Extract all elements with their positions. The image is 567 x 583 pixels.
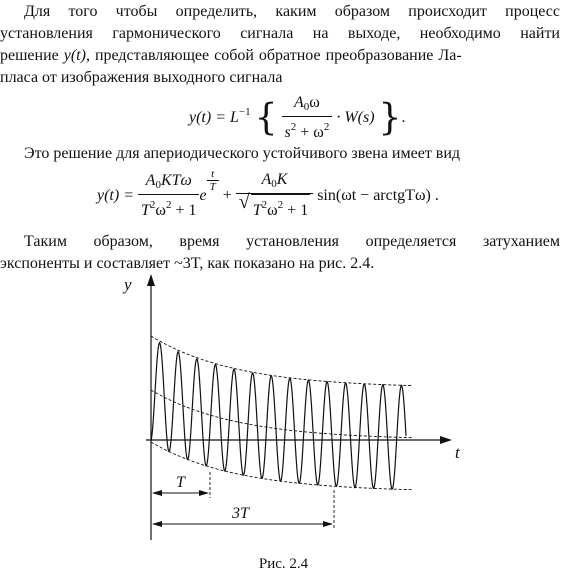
paragraph1-line1: Для того чтобы определить, каким образом происходит процесс bbox=[24, 3, 560, 20]
eq2-lhs: y(t) = bbox=[97, 187, 134, 204]
eq2-fraction1 bbox=[138, 172, 199, 221]
eq1-right-brace: } bbox=[378, 97, 402, 139]
eq1-lhs: y(t) = L bbox=[189, 109, 239, 127]
eq2-exp-base: e bbox=[199, 187, 207, 204]
figure-caption: Рис. 2.4 bbox=[258, 556, 309, 572]
sentence2: Это решение для апериодического устойчивого звена имеет вид bbox=[24, 145, 461, 162]
paragraph1-line3-b: , представляющее собой обратное преобразование Ла- bbox=[85, 47, 462, 64]
eq2-plus: + bbox=[222, 187, 232, 204]
paragraph3-line1: Таким образом, время установления определяется затуханием bbox=[24, 233, 560, 250]
t-axis-arrow bbox=[440, 436, 452, 444]
3t-interval-left-head bbox=[152, 521, 162, 527]
eq1-tail: · W(s) bbox=[336, 109, 375, 127]
eq2-exponent: $\frac{t}{T}$ bbox=[207, 168, 219, 193]
3t-interval-label: 3T bbox=[232, 505, 249, 522]
eq2-f2-denominator: √ $T^2\omega^2 + 1$ bbox=[238, 191, 309, 220]
eq1-numerator: $A_0\omega$ bbox=[282, 94, 333, 117]
eq1-denominator: $s^2 + \omega^2$ bbox=[284, 121, 330, 141]
figure-2-4 bbox=[0, 272, 567, 547]
eq2-f1-numerator: $A_0KT\omega$ bbox=[138, 172, 199, 195]
eq2-f2-numerator: $A_0K$ bbox=[236, 171, 313, 194]
paragraph1-line3 bbox=[0, 46, 560, 66]
t-interval-right-head bbox=[199, 490, 209, 496]
eq1-end: . bbox=[401, 109, 406, 127]
t-axis-label: t bbox=[455, 443, 460, 462]
eq2-f1-denominator: $T^2\omega^2 + 1$ bbox=[141, 198, 197, 219]
output-signal-curve bbox=[151, 343, 406, 489]
3t-interval-right-head bbox=[323, 521, 333, 527]
paragraph1-line2: установления гармонического сигнала на выходе, необходимо найти bbox=[0, 25, 560, 42]
equation-solution bbox=[97, 168, 439, 221]
y-axis-arrow bbox=[147, 274, 155, 286]
eq1-left-brace: { bbox=[254, 97, 278, 139]
eq1-fraction bbox=[282, 94, 333, 143]
equation-laplace-inverse bbox=[189, 94, 405, 143]
upper-envelope bbox=[151, 336, 412, 386]
paragraph3-line2: экспоненты и составляет ~3T, как показано на рис. 2.4. bbox=[0, 255, 375, 272]
eq2-fraction2 bbox=[236, 171, 313, 221]
lower-envelope bbox=[151, 442, 412, 490]
exponential-offset bbox=[151, 390, 412, 438]
paragraph1-line3-a: решение bbox=[0, 47, 59, 64]
eq1-inverse-exponent: −1 bbox=[238, 106, 251, 119]
t-interval-left-head bbox=[152, 490, 162, 496]
eq2-sin-part: sin(ωt − arctgTω) . bbox=[317, 187, 439, 204]
function-y-of-t: y(t) bbox=[63, 47, 86, 64]
paragraph1-line4: пласа от изображения выходного сигнала bbox=[0, 69, 283, 86]
t-interval-label: T bbox=[176, 474, 185, 491]
y-axis-label: y bbox=[124, 275, 132, 294]
